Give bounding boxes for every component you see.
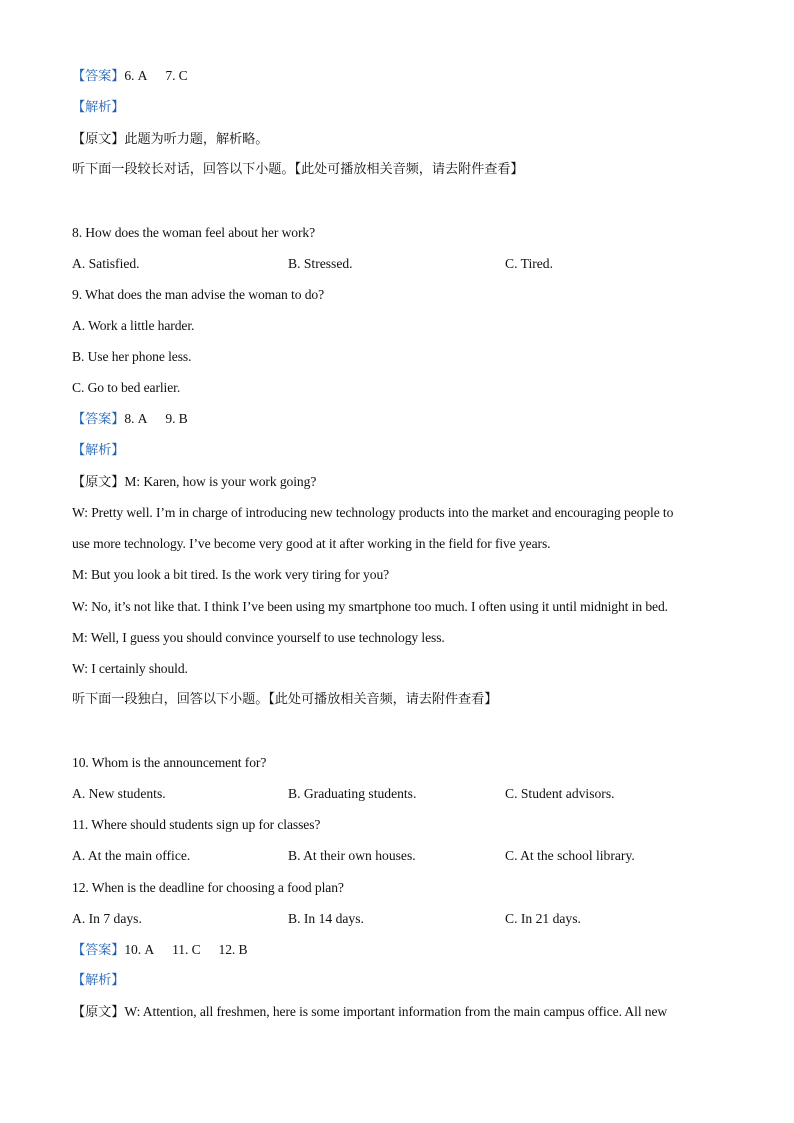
analysis-label: 【解析】 [72, 443, 125, 458]
answer-line-2 [72, 410, 188, 429]
analysis-label: 【解析】 [72, 100, 125, 115]
question-11: 11. Where should students sign up for classes? [72, 817, 321, 832]
original-label: 【原文】 [72, 132, 125, 147]
dialogue-line: use more technology. I’ve become very good at it after working in the field for five years. [72, 536, 551, 551]
option-b: B. At their own houses. [288, 848, 416, 863]
option-c: C. Go to bed earlier. [72, 380, 181, 395]
answer-line-1 [72, 67, 188, 86]
answer-item: 11. C [172, 942, 201, 957]
option-b: B. In 14 days. [288, 911, 364, 926]
option-a: A. At the main office. [72, 848, 191, 863]
answer-item: 9. B [165, 411, 188, 426]
dialogue-line: M: Karen, how is your work going? [124, 474, 317, 489]
original-label: 【原文】 [72, 1005, 125, 1020]
dialogue-line: W: I certainly should. [72, 661, 188, 676]
option-c: C. Student advisors. [505, 786, 615, 801]
option-b: B. Graduating students. [288, 786, 417, 801]
original-label: 【原文】 [72, 475, 125, 490]
option-a: A. In 7 days. [72, 911, 142, 926]
original-line-1 [72, 130, 268, 149]
options-row-12 [72, 910, 722, 928]
analysis-label: 【解析】 [72, 973, 125, 988]
options-row-8 [72, 255, 722, 273]
answer-label: 【答案】 [72, 69, 125, 84]
listening-instruction: 听下面一段较长对话，回答以下小题。【此处可播放相关音频，请去附件查看】 [72, 162, 524, 177]
answer-item: 10. A [124, 942, 155, 957]
answer-item: 7. C [165, 68, 188, 83]
option-c: C. At the school library. [505, 848, 635, 863]
original-text: W: Attention, all freshmen, here is some important information from the main campus office. All new [124, 1004, 668, 1019]
answer-label: 【答案】 [72, 412, 125, 427]
dialogue-line: W: No, it’s not like that. I think I’ve been using my smartphone too much. I often using it until midnight in bed. [72, 599, 668, 614]
question-8: 8. How does the woman feel about her work? [72, 225, 316, 240]
option-c: C. In 21 days. [505, 911, 581, 926]
options-row-10 [72, 785, 722, 803]
answer-line-3 [72, 941, 248, 960]
original-text: 此题为听力题，解析略。 [124, 132, 269, 147]
option-a: A. Satisfied. [72, 256, 140, 271]
original-line-2 [72, 473, 316, 492]
dialogue-line: M: Well, I guess you should convince yourself to use technology less. [72, 630, 445, 645]
answer-item: 12. B [218, 942, 248, 957]
option-b: B. Stressed. [288, 256, 353, 271]
listening-instruction: 听下面一段独白，回答以下小题。【此处可播放相关音频，请去附件查看】 [72, 692, 498, 707]
answer-label: 【答案】 [72, 943, 125, 958]
question-10: 10. Whom is the announcement for? [72, 755, 267, 770]
option-c: C. Tired. [505, 256, 553, 271]
dialogue-line: W: Pretty well. I’m in charge of introducing new technology products into the market and encouraging people to [72, 505, 674, 520]
question-9: 9. What does the man advise the woman to do? [72, 287, 325, 302]
option-b: B. Use her phone less. [72, 349, 192, 364]
answer-item: 8. A [124, 411, 148, 426]
original-line-3 [72, 1003, 667, 1022]
answer-item: 6. A [124, 68, 148, 83]
question-12: 12. When is the deadline for choosing a food plan? [72, 880, 344, 895]
option-a: A. Work a little harder. [72, 318, 195, 333]
dialogue-line: M: But you look a bit tired. Is the work very tiring for you? [72, 567, 390, 582]
option-a: A. New students. [72, 786, 166, 801]
options-row-11 [72, 847, 722, 865]
